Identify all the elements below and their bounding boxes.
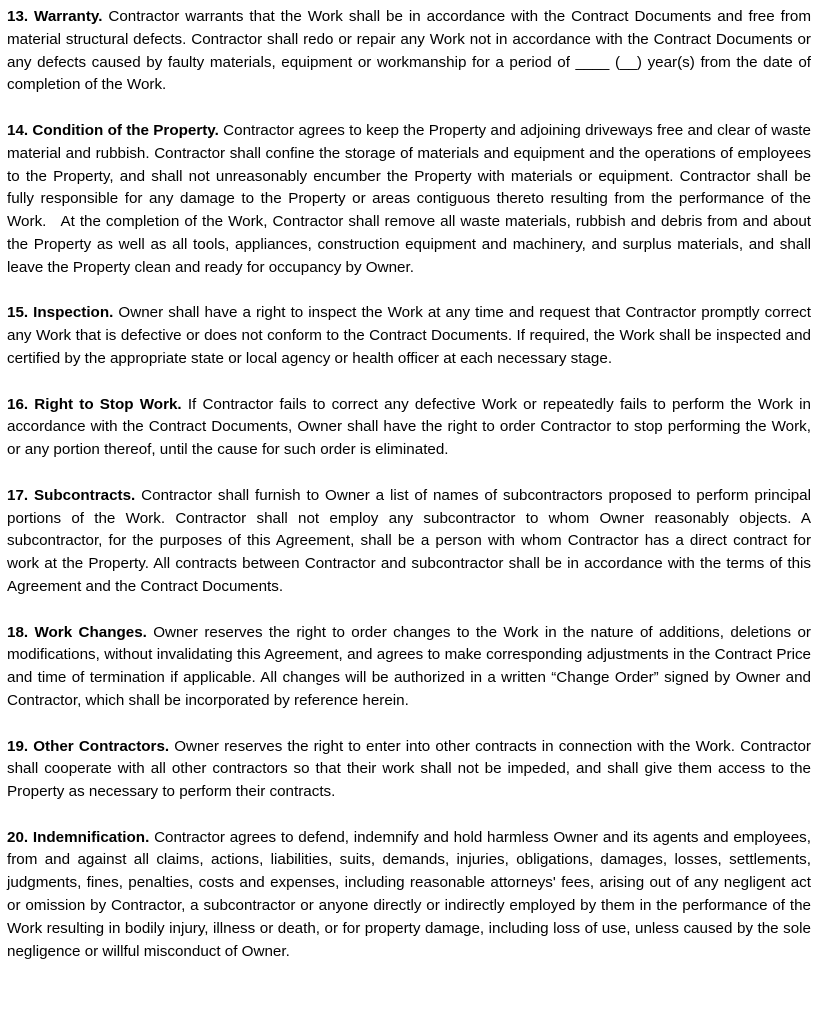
clause-text: Contractor agrees to defend, indemnify and hold harmless Owner and its agents and employees, from and against all claims, actions, liabilities, suits, demands, injuries, obligations, damages, losses, settlements, judgments, fines, penalties, costs and expenses, including reasonable attorneys' fees, arising out of any negligent act or omission by Contractor, a subcontractor or anyone directly or indirectly employed by them in the performance of the Work resulting in bodily injury, illness or death, or for property damage, including loss of use, unless caused by the sole negligence or willful misconduct of Owner. [7, 828, 811, 960]
clause-15-inspection [7, 302, 811, 370]
clause-text: Owner reserves the right to order changes to the Work in the nature of additions, deletions or modifications, without invalidating this Agreement, and agrees to make corresponding adjustments in the Contract Price and time of termination if applicable. All changes will be authorized in a written “Change Order” signed by Owner and Contractor, which shall be incorporated by reference herein. [7, 623, 811, 709]
clause-title: 19. Other Contractors. [7, 737, 170, 755]
clause-title: 20. Indemnification. [7, 828, 150, 846]
clause-title: 15. Inspection. [7, 304, 114, 322]
clause-text: Owner reserves the right to enter into other contracts in connection with the Work. Contractor shall cooperate with all other contractors so that their work shall not be impeded, and shall give them access to the Property as necessary to perform their contracts. [7, 737, 811, 801]
clause-title: 16. Right to Stop Work. [7, 395, 182, 413]
clause-title: 18. Work Changes. [7, 623, 147, 641]
clause-14-condition-of-property [7, 120, 816, 280]
clause-title: 14. Condition of the Property. [7, 121, 219, 139]
clause-title: 13. Warranty. [7, 8, 103, 25]
clause-title: 17. Subcontracts. [7, 486, 136, 504]
clause-18-work-changes [7, 622, 811, 713]
clause-20-indemnification [7, 827, 811, 964]
clause-text: Contractor warrants that the Work shall be in accordance with the Contract Documents and free from material structural defects. Contractor shall redo or repair any Work not in accordance with the Contract Documents or any defects caused by faulty materials, equipment or workmanship for a period of ____ (__) year(s) from the date of completion of the Work. [7, 8, 811, 94]
clause-17-subcontracts [7, 485, 811, 599]
clause-13-warranty [7, 6, 811, 97]
clause-text: Contractor agrees to keep the Property and adjoining driveways free and clear of waste material and rubbish. Contractor shall confine the storage of materials and equipment and the operations of employees to the Property, and shall not unreasonably encumber the Property with materials or equipment. Contractor shall be fully responsible for any damage to the Property or areas contiguous thereto resulting from the performance of the Work. At the completion of the Work, Contractor shall remove all waste materials, rubbish and debris from and about the Property as well as all tools, appliances, construction equipment and machinery, and surplus materials, and shall leave the Property clean and ready for occupancy by Owner. [7, 121, 816, 276]
clause-text: Owner shall have a right to inspect the Work at any time and request that Contractor promptly correct any Work that is defective or does not conform to the Contract Documents. If required, the Work shall be inspected and certified by the appropriate state or local agency or health officer at each necessary stage. [7, 304, 811, 367]
clause-16-right-to-stop-work [7, 394, 811, 462]
clause-text: Contractor shall furnish to Owner a list of names of subcontractors proposed to perform principal portions of the Work. Contractor shall not employ any subcontractor to whom Owner reasonably objects. A subcontractor, for the purposes of this Agreement, shall be a person with whom Contractor has a direct contract for work at the Property. All contracts between Contractor and subcontractor shall be in accordance with the terms of this Agreement and the Contract Documents. [7, 486, 811, 595]
clause-19-other-contractors [7, 736, 811, 804]
clause-text: If Contractor fails to correct any defective Work or repeatedly fails to perform the Work in accordance with the Contract Documents, Owner shall have the right to order Contractor to stop performing the Work, or any portion thereof, until the cause for such order is eliminated. [7, 395, 811, 459]
